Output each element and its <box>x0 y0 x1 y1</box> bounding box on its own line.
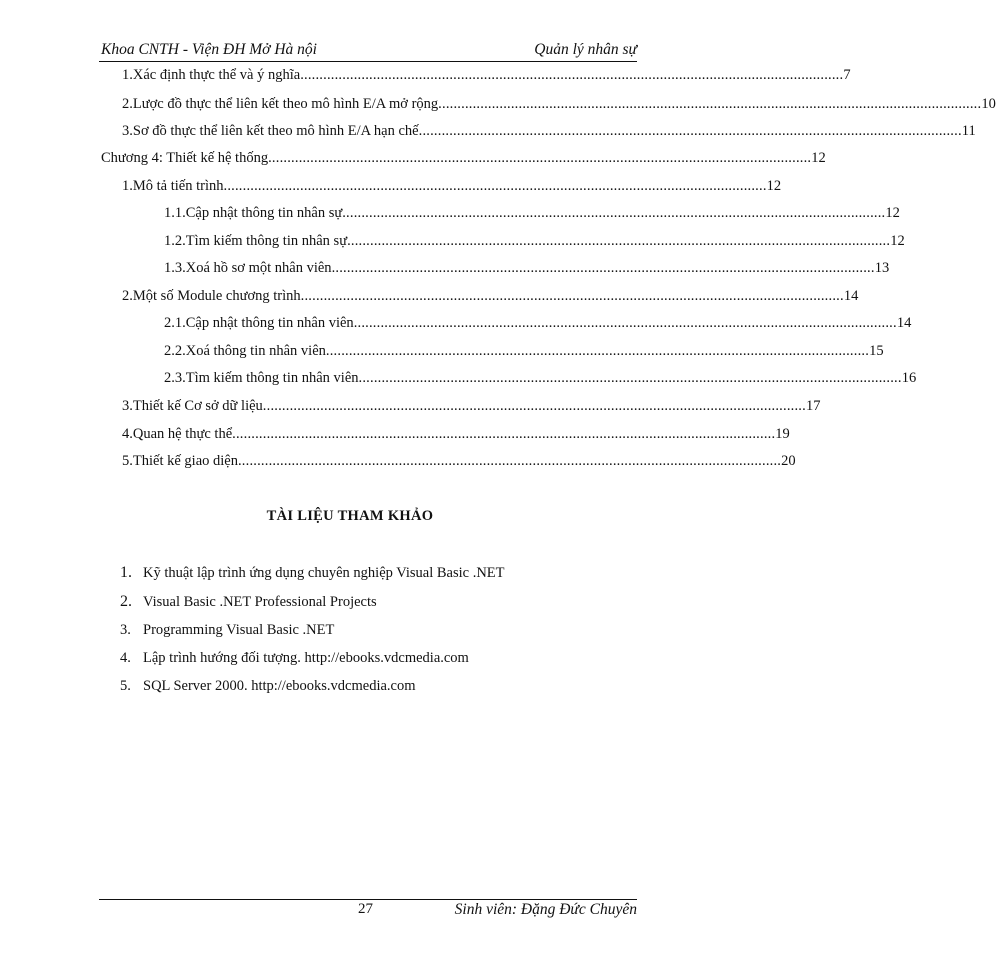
reference-item <box>120 648 469 668</box>
toc-entry-title: Một số Module chương trình <box>132 288 301 304</box>
toc-leader-dots: .............................................................................................................................................. <box>223 178 767 194</box>
toc-entry-page: 10 <box>981 96 996 112</box>
toc-leader-dots: .............................................................................................................................................. <box>331 260 875 276</box>
toc-entry[interactable] <box>122 286 859 306</box>
toc-entry-title: Lược đồ thực thể liên kết theo mô hình E/A mở rộng <box>132 96 439 112</box>
toc-entry[interactable] <box>122 65 851 85</box>
reference-item <box>120 563 505 583</box>
reference-number: 4. <box>120 650 131 666</box>
toc-leader-dots: .............................................................................................................................................. <box>325 343 870 359</box>
toc-entry[interactable] <box>122 424 790 444</box>
toc-leader-dots: .............................................................................................................................................. <box>232 426 776 442</box>
reference-item <box>120 592 377 612</box>
toc-leader-dots: .............................................................................................................................................. <box>268 150 812 166</box>
toc-entry[interactable] <box>122 176 782 196</box>
toc-leader-dots: .............................................................................................................................................. <box>418 123 962 139</box>
toc-entry-number: 2. <box>122 288 133 304</box>
toc-entry[interactable] <box>122 451 796 471</box>
toc-entry-number: 2.1. <box>164 315 186 331</box>
toc-entry-number: 1.3. <box>164 260 186 276</box>
toc-leader-dots: .............................................................................................................................................. <box>347 233 891 249</box>
toc-entry-number: 2.3. <box>164 370 186 386</box>
toc-entry[interactable] <box>122 121 976 141</box>
toc-entry[interactable] <box>164 341 884 361</box>
toc-entry-number: 1. <box>122 67 133 83</box>
reference-number: 3. <box>120 622 131 638</box>
header-faculty: Khoa CNTH - Viện ĐH Mở Hà nội <box>101 41 317 58</box>
reference-number: 5. <box>120 678 131 694</box>
toc-leader-dots: .............................................................................................................................................. <box>237 453 782 469</box>
toc-entry-title: Xoá thông tin nhân viên <box>185 343 326 359</box>
toc-entry[interactable] <box>164 313 912 333</box>
toc-entry-title: Tìm kiếm thông tin nhân viên <box>185 370 359 386</box>
footer-divider <box>99 899 637 900</box>
toc-leader-dots: .............................................................................................................................................. <box>300 288 844 304</box>
toc-entry[interactable] <box>122 396 821 416</box>
toc-entry-page: 12 <box>890 233 905 249</box>
header-doc-title: Quản lý nhân sự <box>534 41 637 58</box>
toc-entry-number: 3. <box>122 123 133 139</box>
page-number: 27 <box>358 901 373 917</box>
toc-leader-dots: .............................................................................................................................................. <box>262 398 806 414</box>
toc-entry-number: 3. <box>122 398 133 414</box>
header-divider <box>99 61 637 62</box>
reference-text: Programming Visual Basic .NET <box>143 622 335 638</box>
reference-item <box>120 676 416 696</box>
toc-entry-number: 1. <box>122 178 133 194</box>
reference-text: Visual Basic .NET Professional Projects <box>143 594 377 610</box>
toc-entry-page: 13 <box>874 260 890 276</box>
toc-entry-title: Thiết kế Cơ sở dữ liệu <box>132 398 263 414</box>
toc-entry[interactable] <box>164 231 905 251</box>
toc-entry-number: 2.2. <box>164 343 186 359</box>
toc-entry-page: 14 <box>843 288 859 304</box>
toc-entry-title: Thiết kế giao diện <box>132 453 238 469</box>
toc-leader-dots: .............................................................................................................................................. <box>353 315 897 331</box>
toc-entry-title: Sơ đồ thực thể liên kết theo mô hình E/A hạn chế <box>132 123 419 139</box>
toc-entry-number: 5. <box>122 453 133 469</box>
toc-leader-dots: .............................................................................................................................................. <box>300 67 844 83</box>
toc-entry-title: Cập nhật thông tin nhân viên <box>185 315 354 331</box>
toc-entry-title: Xác định thực thể và ý nghĩa <box>132 67 301 83</box>
toc-entry-title: Tìm kiếm thông tin nhân sự <box>185 233 348 249</box>
toc-entry-page: 11 <box>961 123 976 139</box>
reference-text: SQL Server 2000. http://ebooks.vdcmedia.com <box>143 678 416 694</box>
toc-entry-title: Cập nhật thông tin nhân sự <box>185 205 343 221</box>
toc-entry[interactable] <box>164 203 900 223</box>
toc-entry-page: 7 <box>843 67 851 83</box>
toc-entry-page: 20 <box>781 453 796 469</box>
toc-entry-number: 1.1. <box>164 205 186 221</box>
toc-entry-page: 12 <box>885 205 900 221</box>
toc-entry-chapter[interactable] <box>101 148 826 168</box>
toc-entry-page: 12 <box>766 178 782 194</box>
toc-entry-title: Chương 4: Thiết kế hệ thống <box>101 150 269 166</box>
toc-leader-dots: .............................................................................................................................................. <box>342 205 886 221</box>
toc-leader-dots: .............................................................................................................................................. <box>438 96 982 112</box>
reference-number: 1. <box>120 564 132 581</box>
toc-entry-page: 12 <box>811 150 826 166</box>
references-heading: TÀI LIỆU THAM KHẢO <box>266 508 434 524</box>
reference-item <box>120 620 334 640</box>
footer-student: Sinh viên: Đặng Đức Chuyên <box>454 901 637 918</box>
toc-entry-page: 15 <box>869 343 884 359</box>
toc-entry-page: 14 <box>896 315 912 331</box>
toc-leader-dots: .............................................................................................................................................. <box>358 370 902 386</box>
toc-entry-page: 16 <box>901 370 917 386</box>
toc-entry-page: 19 <box>775 426 790 442</box>
toc-entry-number: 2. <box>122 96 133 112</box>
toc-entry-title: Xoá hồ sơ một nhân viên <box>185 260 332 276</box>
toc-entry-title: Quan hệ thực thể <box>132 426 233 442</box>
reference-number: 2. <box>120 593 132 610</box>
toc-entry[interactable] <box>164 368 917 388</box>
toc-entry-title: Mô tả tiến trình <box>132 178 224 194</box>
toc-entry-number: 4. <box>122 426 133 442</box>
reference-text: Lập trình hướng đối tượng. http://ebooks.vdcmedia.com <box>143 650 469 666</box>
toc-entry-page: 17 <box>805 398 821 414</box>
reference-text: Kỹ thuật lập trình ứng dụng chuyên nghiệp Visual Basic .NET <box>143 565 505 581</box>
toc-entry[interactable] <box>164 258 890 278</box>
toc-entry[interactable] <box>122 94 996 114</box>
toc-entry-number: 1.2. <box>164 233 186 249</box>
